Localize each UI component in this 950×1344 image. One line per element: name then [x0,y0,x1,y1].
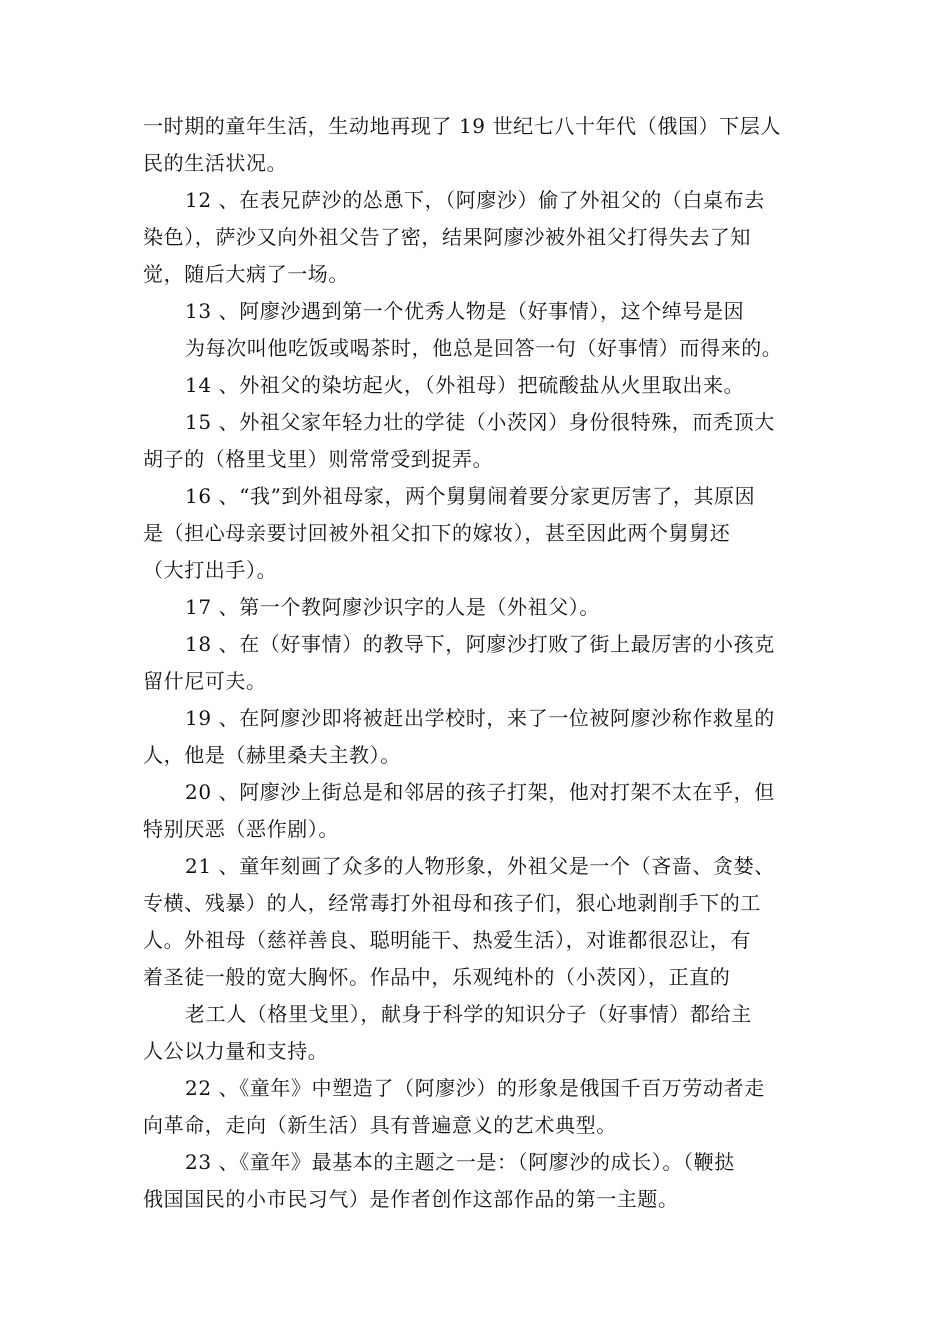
text-line-16: 留什尼可夫。 [143,669,267,693]
text-line-12: 是（担心母亲要讨回被外祖父扣下的嫁妆），甚至因此两个舅舅还 [143,521,731,545]
text-line-17: 19 、在阿廖沙即将被赶出学校时，来了一位被阿廖沙称作救星的 [185,706,775,730]
text-line-15: 18 、在（好事情）的教导下，阿廖沙打败了街上最厉害的小孩克 [185,632,775,656]
text-line-23: 人。外祖母（慈祥善良、聪明能干、热爱生活），对谁都很忍让，有 [143,928,751,952]
text-line-5: 觉，随后大病了一场。 [143,262,349,286]
text-line-2: 民的生活状况。 [143,151,288,175]
text-line-22: 专横、残暴）的人，经常毒打外祖母和孩子们，狠心地剥削手下的工 [143,891,761,915]
text-line-13: （大打出手）。 [143,558,278,582]
text-line-9: 15 、外祖父家年轻力壮的学徒（小茨冈）身份很特殊，而秃顶大 [185,410,775,434]
text-line-27: 22 、《童年》中塑造了（阿廖沙）的形象是俄国千百万劳动者走 [185,1076,765,1100]
document-body [143,108,813,1218]
text-line-25: 老工人（格里戈里），献身于科学的知识分子（好事情）都给主 [185,1002,752,1026]
text-line-11: 16 、“我”到外祖母家，两个舅舅闹着要分家更厉害了，其原因 [185,484,756,508]
text-line-3: 12 、在表兄萨沙的怂恿下，（阿廖沙）偷了外祖父的（白桌布去 [185,188,765,212]
text-line-30: 俄国国民的小市民习气）是作者创作这部作品的第一主题。 [143,1187,679,1211]
text-line-19: 20 、阿廖沙上街总是和邻居的孩子打架，他对打架不太在乎，但 [185,780,775,804]
text-line-24: 着圣徒一般的宽大胸怀。作品中，乐观纯朴的（小茨冈），正直的 [143,965,731,989]
text-line-14: 17 、第一个教阿廖沙识字的人是（外祖父）。 [185,595,601,619]
text-line-10: 胡子的（格里戈里）则常常受到捉弄。 [143,447,494,471]
text-line-28: 向革命，走向（新生活）具有普遍意义的艺术典型。 [143,1113,617,1137]
text-line-4: 染色），萨沙又向外祖父告了密，结果阿廖沙被外祖父打得失去了知 [143,225,751,249]
text-line-6: 13 、阿廖沙遇到第一个优秀人物是（好事情），这个绰号是因 [185,299,745,323]
text-line-7: 为每次叫他吃饭或喝茶时，他总是回答一句（好事情）而得来的。 [185,336,783,360]
text-line-26: 人公以力量和支持。 [143,1039,329,1063]
text-line-1: 一时期的童年生活，生动地再现了 19 世纪七八十年代（俄国）下层人 [143,114,781,138]
text-line-8: 14 、外祖父的染坊起火，（外祖母）把硫酸盐从火里取出来。 [185,373,745,397]
text-line-18: 人，他是（赫里桑夫主教）。 [143,743,401,767]
text-line-20: 特别厌恶（恶作剧）。 [143,817,339,841]
text-line-29: 23 、《童年》最基本的主题之一是：（阿廖沙的成长）。（鞭挞 [185,1150,735,1174]
text-line-21: 21 、童年刻画了众多的人物形象，外祖父是一个（吝啬、贪婪、 [185,854,775,878]
